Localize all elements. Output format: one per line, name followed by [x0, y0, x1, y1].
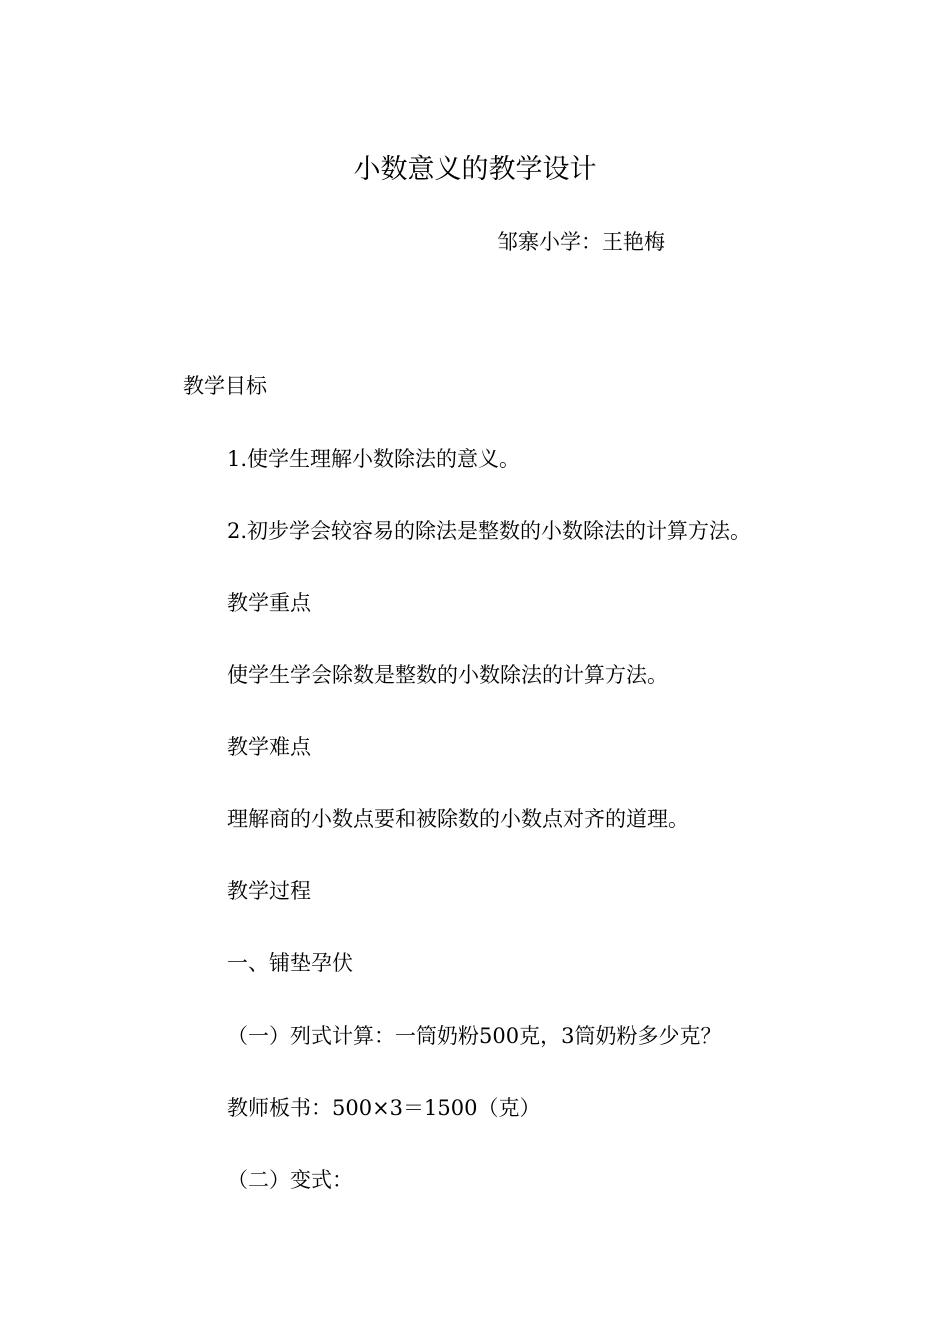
document-title: 小数意义的教学设计	[353, 154, 597, 185]
heading-key-points: 教学重点	[227, 591, 311, 615]
subsection-1-text: （一）列式计算：一筒奶粉500克，3筒奶粉多少克？	[227, 1024, 722, 1048]
heading-difficulties: 教学难点	[227, 735, 311, 759]
section-1-heading: 一、铺垫孕伏	[227, 951, 353, 975]
subsection-2-text: （二）变式：	[227, 1168, 353, 1192]
board-writing-text: 教师板书：500×3＝1500（克）	[227, 1096, 541, 1120]
goal-item-2: 2.初步学会较容易的除法是整数的小数除法的计算方法。	[227, 519, 752, 543]
key-points-text: 使学生学会除数是整数的小数除法的计算方法。	[227, 663, 668, 687]
goal-item-1: 1.使学生理解小数除法的意义。	[227, 447, 521, 471]
heading-teaching-process: 教学过程	[227, 879, 311, 903]
heading-teaching-goals: 教学目标	[183, 374, 267, 398]
document-author: 邹寨小学：王艳梅	[497, 230, 665, 254]
difficulties-text: 理解商的小数点要和被除数的小数点对齐的道理。	[227, 807, 689, 831]
